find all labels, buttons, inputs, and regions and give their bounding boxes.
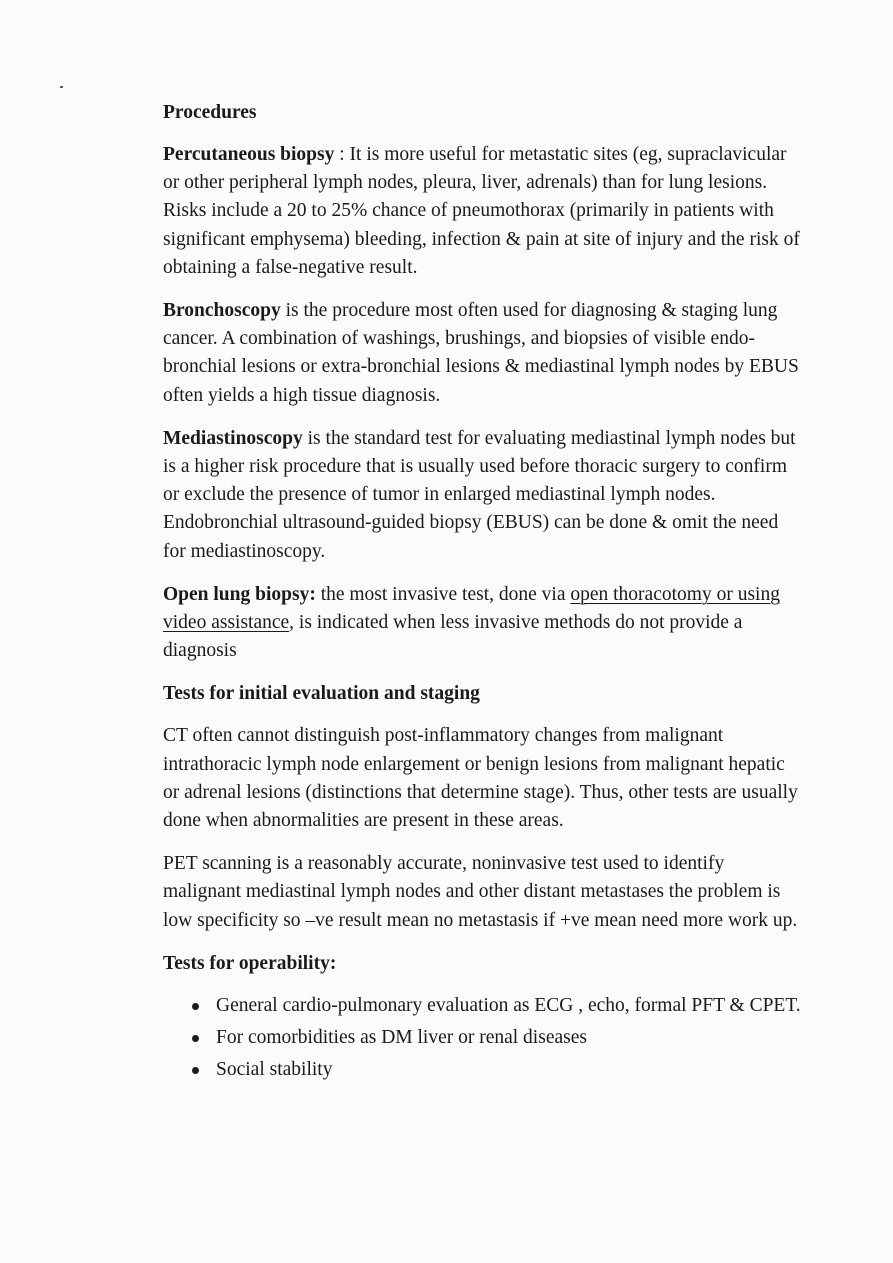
term-open-lung-biopsy: Open lung biopsy: — [163, 583, 316, 605]
document-body — [163, 99, 803, 1088]
paragraph-percutaneous-biopsy — [163, 141, 803, 282]
bullet-icon — [192, 1067, 199, 1074]
list-item — [163, 992, 803, 1020]
paragraph-ct: CT often cannot distinguish post-inflammatory changes from malignant intrathoracic lymph node enlargement or benign lesions from malignant hepatic or adrenal lesions (distinctions that determine stage). Thus, other tests are usually done when abnormalities are present in these areas. — [163, 725, 798, 832]
paragraph-pet: PET scanning is a reasonably accurate, noninvasive test used to identify malignant mediastinal lymph nodes and other distant metastases the problem is low specificity so –ve result mean no metastasis if +ve mean need more work up. — [163, 853, 798, 931]
list-item-text: Social stability — [216, 1059, 333, 1081]
paragraph-mediastinoscopy — [163, 425, 803, 566]
text-percutaneous-biopsy: : It is more useful for metastatic sites (eg, supraclavicular or other peripheral lymph nodes, pleura, liver, adrenals) than for lung lesions. Risks include a 20 to 25% chance of pneumothorax (primarily in patients with significant emphysema) bleeding, infection & pain at site of injury and the risk of obtaining a false-negative result. — [163, 144, 800, 278]
list-item-text: For comorbidities as DM liver or renal diseases — [216, 1027, 587, 1049]
list-item — [163, 1024, 803, 1052]
text-open-lung-before: the most invasive test, done via — [315, 583, 571, 605]
list-item-text: General cardio-pulmonary evaluation as ECG , echo, formal PFT & CPET. — [216, 994, 801, 1016]
text-open-lung-after: , is indicated when less invasive methods do not provide a diagnosis — [163, 612, 743, 662]
underlined-open-thoracotomy: open thoracotomy or using video assistance — [163, 583, 780, 634]
term-mediastinoscopy: Mediastinoscopy — [163, 427, 303, 449]
heading-procedures: Procedures — [163, 102, 257, 123]
operability-list — [163, 992, 803, 1085]
paragraph-bronchoscopy — [163, 297, 803, 410]
paragraph-open-lung-biopsy — [163, 581, 803, 666]
term-percutaneous-biopsy: Percutaneous biopsy — [163, 144, 335, 165]
heading-tests-operability: Tests for operability: — [163, 952, 337, 974]
scan-speck — [60, 86, 63, 88]
text-mediastinoscopy: is the standard test for evaluating mediastinal lymph nodes but is a higher risk procedure that is usually used before thoracic surgery to confirm or exclude the presence of tumor in enlarged mediastinal lymph nodes. Endobronchial ultrasound-guided biopsy (EBUS) can be done & omit the need for mediastinoscopy. — [163, 427, 796, 562]
text-bronchoscopy: is the procedure most often used for diagnosing & staging lung cancer. A combination of washings, brushings, and biopsies of visible endo-bronchial lesions or extra-bronchial lesions & mediastinal lymph nodes by EBUS often yields a high tissue diagnosis. — [163, 300, 799, 406]
term-bronchoscopy: Bronchoscopy — [163, 300, 281, 322]
bullet-icon — [192, 1035, 199, 1042]
list-item — [163, 1056, 803, 1084]
heading-tests-initial-evaluation: Tests for initial evaluation and staging — [163, 683, 480, 705]
bullet-icon — [192, 1003, 199, 1010]
